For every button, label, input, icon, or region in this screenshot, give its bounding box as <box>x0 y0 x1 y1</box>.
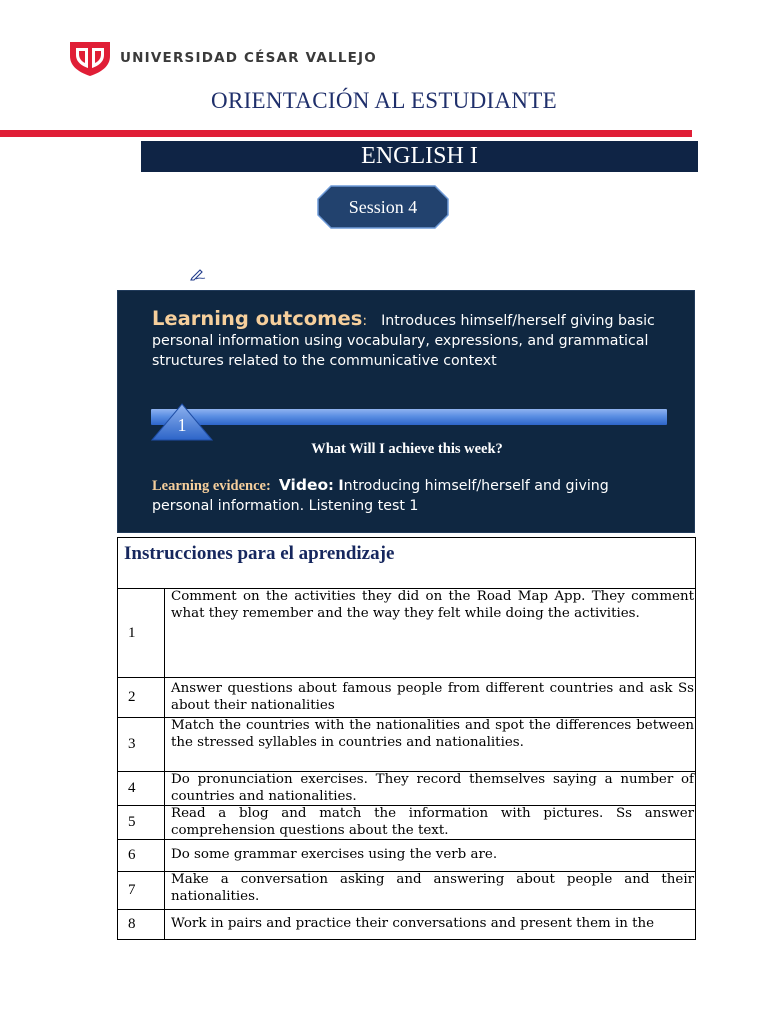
course-title: ENGLISH I <box>141 141 698 172</box>
document-title: ORIENTACIÓN AL ESTUDIANTE <box>211 88 557 113</box>
session-label: Session 4 <box>348 197 418 217</box>
row-text: Comment on the activities they did on the Road Map App. They comment what they remember and the way they felt while doing the activities. <box>165 589 696 678</box>
week-progress-bar <box>151 409 667 425</box>
table-row <box>118 589 696 678</box>
table-row <box>118 718 696 772</box>
evidence-video-label: Video <box>278 476 329 494</box>
instructions-title: Instrucciones para el aprendizaje <box>124 543 395 564</box>
session-badge <box>317 185 449 229</box>
table-row <box>118 840 696 872</box>
learning-outcomes-colon: : <box>362 313 368 329</box>
instructions-table <box>117 537 696 940</box>
table-row <box>118 910 696 940</box>
learning-outcomes <box>152 309 672 371</box>
evidence-text: ntroducing himself/herself and giving personal information. Listening test 1 <box>152 478 609 514</box>
table-row <box>118 806 696 840</box>
row-text: Do some grammar exercises using the verb are. <box>165 840 696 872</box>
learning-evidence-label: Learning evidence: <box>152 478 271 494</box>
red-divider <box>0 130 692 137</box>
learning-outcomes-title: Learning outcomes <box>152 307 363 330</box>
row-number: 7 <box>118 872 165 910</box>
row-number: 4 <box>118 772 165 806</box>
table-row <box>118 872 696 910</box>
learning-evidence <box>152 475 672 516</box>
row-number: 2 <box>118 678 165 718</box>
week-number: 1 <box>177 415 187 435</box>
university-name: UNIVERSIDAD CÉSAR VALLEJO <box>120 50 377 66</box>
university-logo <box>68 40 377 78</box>
row-text: Do pronunciation exercises. They record themselves saying a number of countries and nationalities. <box>165 772 696 806</box>
row-number: 1 <box>118 589 165 678</box>
row-text: Make a conversation asking and answering about people and their nationalities. <box>165 872 696 910</box>
row-text: Work in pairs and practice their conversations and present them in the <box>165 910 696 940</box>
instructions-header <box>118 538 696 589</box>
evidence-first-letter: I <box>338 478 344 494</box>
row-number: 3 <box>118 718 165 772</box>
learning-outcomes-panel <box>117 290 695 533</box>
pen-icon <box>190 266 206 280</box>
table-row <box>118 772 696 806</box>
achieve-question: What Will I achieve this week? <box>311 441 503 457</box>
row-number: 5 <box>118 806 165 840</box>
ucv-shield-icon <box>68 40 112 78</box>
row-text: Answer questions about famous people from different countries and ask Ss about their nationalities <box>165 678 696 718</box>
evidence-colon: : <box>328 478 334 494</box>
row-number: 8 <box>118 910 165 940</box>
row-text: Match the countries with the nationalities and spot the differences between the stressed syllables in countries and nationalities. <box>165 718 696 772</box>
row-text: Read a blog and match the information with pictures. Ss answer comprehension questions about the text. <box>165 806 696 840</box>
row-number: 6 <box>118 840 165 872</box>
table-row <box>118 678 696 718</box>
learning-outcomes-text: Introduces himself/herself giving basic personal information using vocabulary, expressions, and grammatical structures related to the communicative context <box>152 313 655 369</box>
